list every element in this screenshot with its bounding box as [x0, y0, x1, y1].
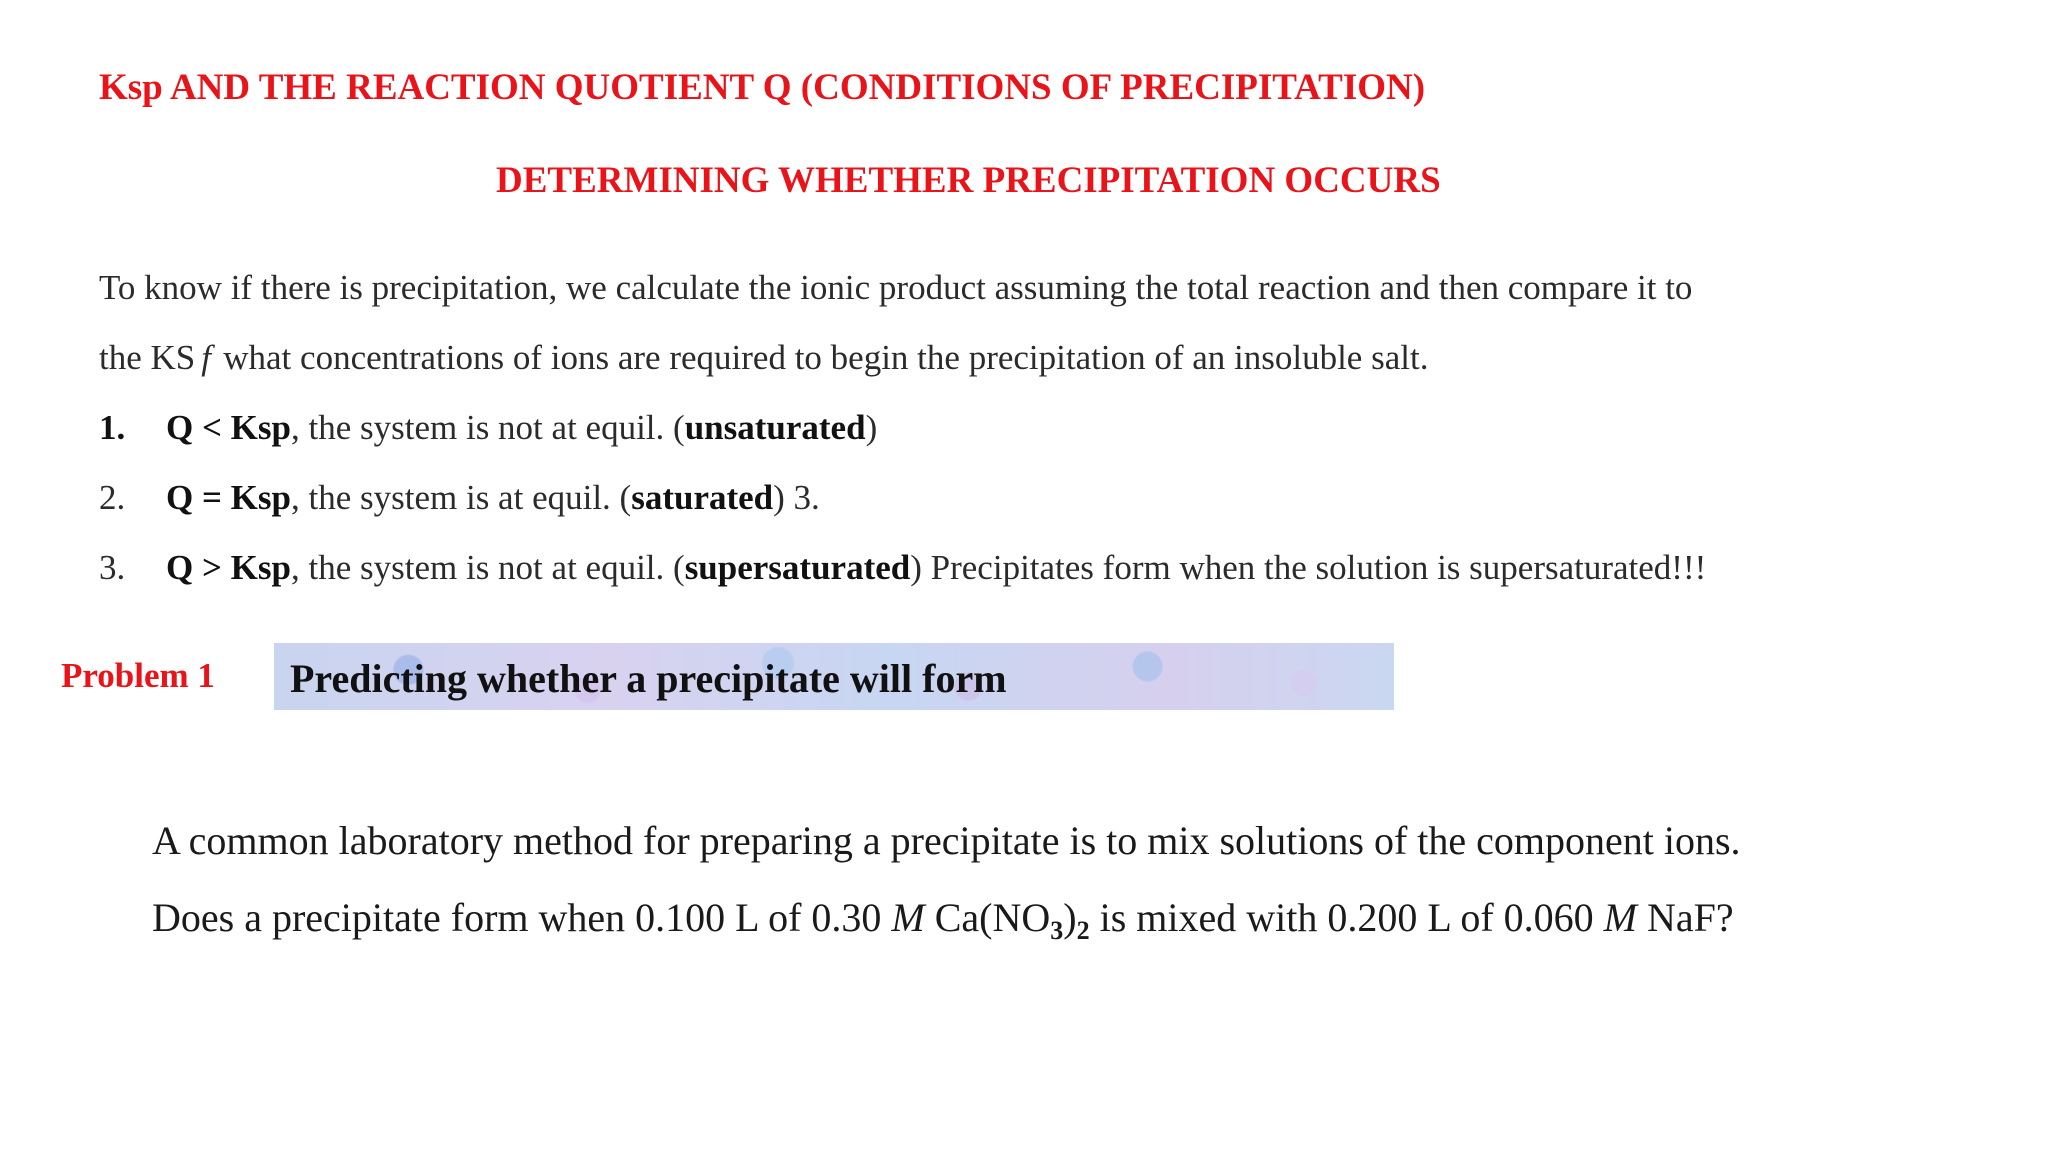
- intro-line-2: [99, 338, 1428, 378]
- condition-expression: Q < Ksp: [166, 408, 291, 447]
- intro-line-1: To know if there is precipitation, we calculate the ionic product assuming the total reaction and then compare it to: [99, 268, 1693, 307]
- condition-text-end: ) Precipitates form when the solution is supersaturated!!!: [910, 548, 1707, 587]
- problem-label: Problem 1: [61, 656, 215, 695]
- question-text: ): [1063, 895, 1077, 940]
- condition-text-end: ): [865, 408, 878, 447]
- condition-expression: Q > Ksp: [166, 548, 291, 587]
- molarity-unit: M: [891, 895, 925, 940]
- question-text: is mixed with 0.200 L of 0.060: [1089, 895, 1604, 940]
- condition-number: 3.: [99, 548, 126, 587]
- condition-state: supersaturated: [684, 548, 911, 587]
- question-text: Ca(NO: [924, 895, 1051, 940]
- section-subtitle: DETERMINING WHETHER PRECIPITATION OCCURS: [496, 160, 1441, 201]
- problem-title: Predicting whether a precipitate will form: [290, 656, 1007, 701]
- subscript: 2: [1076, 916, 1090, 945]
- condition-text: , the system is not at equil. (: [290, 548, 685, 587]
- condition-row-saturated: [99, 478, 820, 518]
- condition-state: saturated: [631, 478, 774, 517]
- condition-row-unsaturated: [99, 408, 877, 448]
- question-text: NaF?: [1636, 895, 1734, 940]
- condition-text: , the system is not at equil. (: [290, 408, 685, 447]
- molarity-unit: M: [1603, 895, 1637, 940]
- problem-title-box: [274, 643, 1394, 710]
- question-line-2: [152, 894, 1734, 946]
- condition-expression: Q = Ksp: [166, 478, 291, 517]
- stray-glyph: f: [201, 338, 211, 377]
- condition-number: 1.: [99, 408, 126, 447]
- question-line-1: A common laboratory method for preparing a precipitate is to mix solutions of the component ions.: [152, 818, 1741, 863]
- condition-text: , the system is at equil. (: [290, 478, 632, 517]
- intro-line-2-end: what concentrations of ions are required to begin the precipitation of an insoluble salt.: [223, 338, 1429, 377]
- condition-row-supersaturated: [99, 548, 1706, 588]
- page-title: Ksp AND THE REACTION QUOTIENT Q (CONDITIONS OF PRECIPITATION): [99, 67, 1426, 108]
- subscript: 3: [1050, 916, 1064, 945]
- condition-state: unsaturated: [684, 408, 866, 447]
- condition-number: 2.: [99, 478, 126, 517]
- condition-text-end: ) 3.: [773, 478, 820, 517]
- intro-line-2-start: the KS: [99, 338, 196, 377]
- question-text: Does a precipitate form when 0.100 L of 0.30: [152, 895, 892, 940]
